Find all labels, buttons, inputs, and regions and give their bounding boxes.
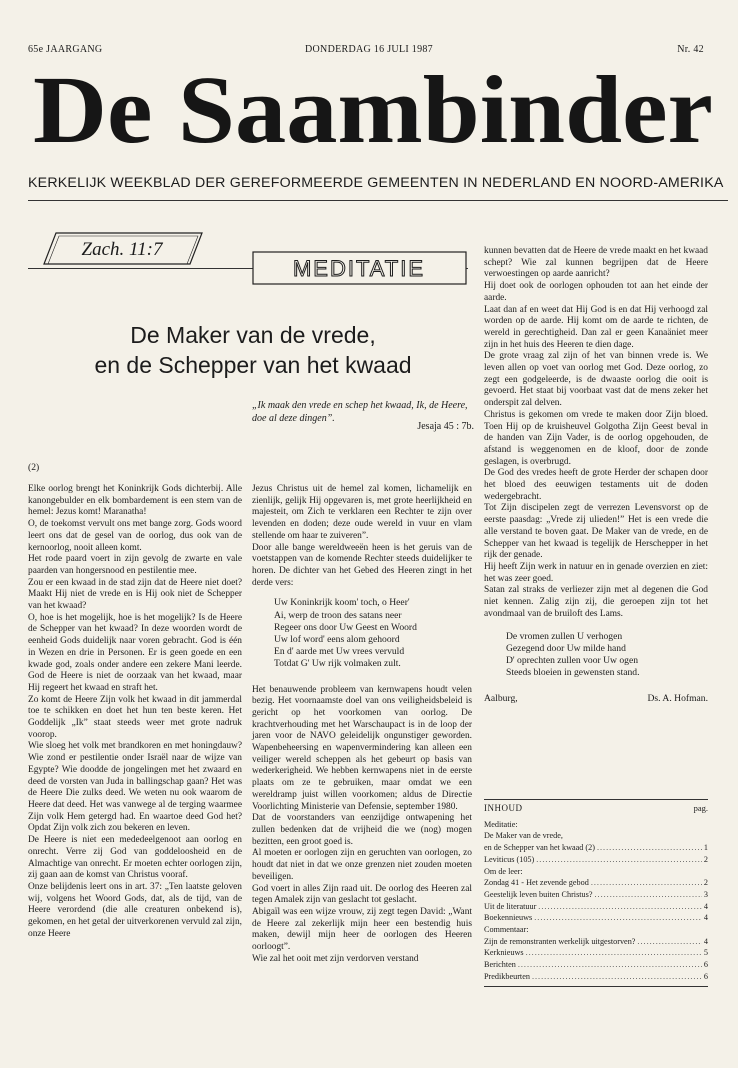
paragraph: Satan zal straks de verliezer zijn met al degenen die God niet kennen. Zalig zijn zij, die geroepen zijn tot het avondmaal van de bruiloft des Lams. bbox=[484, 585, 708, 619]
toc-entry bbox=[484, 912, 708, 924]
epigraph-quote: „Ik maak den vrede en schep het kwaad, Ik, de Heere, doe al deze dingen”. bbox=[252, 400, 468, 424]
verse-line: Gezegend door Uw milde hand bbox=[506, 642, 626, 654]
psalm-verse bbox=[506, 631, 708, 680]
paragraph: Hij heeft Zijn werk in natuur en in genade overzien en ziet: het was zeer goed. bbox=[484, 561, 708, 584]
author-name: Ds. A. Hofman. bbox=[647, 693, 708, 705]
paragraph: Onze belijdenis leert ons in art. 37: „Ten laatste geloven wij, volgens het Woord Gods, dat, als de tijd, van de Heere verordend (die alle creaturen onbekend is), gekomen, en het getal der uitverkorenen vervuld zal zijn, onze Heere bbox=[28, 881, 242, 939]
article-title bbox=[28, 320, 478, 380]
meditation-label: MEDITATIE bbox=[292, 256, 426, 281]
issue-number: Nr. 42 bbox=[677, 44, 704, 55]
toc-entry bbox=[484, 830, 708, 842]
paragraph: De God des vredes heeft de grote Herder der schapen door het bloed des eeuwigen testaments uit de doden wedergebracht. bbox=[484, 468, 708, 502]
article-title-line-2: en de Schepper van het kwaad bbox=[94, 352, 412, 378]
paragraph: O, hoe is het mogelijk, hoe is het mogelijk? Is de Heere de Schepper van het kwaad? In deze woorden wordt de eenheid Gods duidelijk naar voren gebracht. God is één in Wezen en drie in Personen. Er is geen goede en een kwade god, zoals onder andere een zekere Mani leerde. God de Heere is niet de oorzaak van het kwaad, maar Hij regeert het kwaad en straft het. bbox=[28, 612, 242, 693]
paragraph: Door alle bange wereldweeën heen is het geruis van de voetstappen van de komende Rechter steeds duidelijker te horen. De dichter van het Gebed des Heeren zingt in het derde vers: bbox=[252, 542, 472, 588]
verse-line: Steeds bloeien in gewensten stand. bbox=[506, 667, 640, 679]
toc-entry bbox=[484, 901, 708, 913]
toc-heading: INHOUD bbox=[484, 803, 523, 813]
verse-line: En d' aarde met Uw vrees vervuld bbox=[274, 646, 405, 658]
paragraph: De Heere is niet een mededeelgenoot aan oorlog en onrecht. Verre zij God van goddeloosheid en de Almachtige van onrecht. Er moeten echter oorlogen zijn, zij gaan aan de komst van Christus vooraf. bbox=[28, 835, 242, 881]
toc-entry-page: 4 bbox=[703, 936, 708, 946]
verse-line: Uw lof word' eens alom gehoord bbox=[274, 633, 400, 645]
issue-date: DONDERDAG 16 JULI 1987 bbox=[305, 44, 433, 55]
masthead-subtitle: KERKELIJK WEEKBLAD DER GEREFORMEERDE GEMEENTEN IN NEDERLAND EN NOORD-AMERIKA bbox=[28, 175, 724, 191]
toc-entry bbox=[484, 842, 708, 854]
toc-entry-label: Predikbeurten bbox=[484, 971, 530, 981]
toc-page-label: pag. bbox=[693, 803, 708, 813]
article-title-line-1: De Maker van de vrede, bbox=[130, 322, 376, 348]
paragraph: Zo komt de Heere Zijn volk het kwaad in dit jammerdal toe te schikken en doet het hun ten beste keren. Het Goddelijk „Ik” staat steeds weer met grote nadruk voorop. bbox=[28, 694, 242, 740]
toc-entry-label: Uit de literatuur bbox=[484, 901, 537, 911]
paragraph: Christus is gekomen om vrede te maken door Zijn bloed. Toen Hij op de kruisheuvel Golgotha Zijn Geest beval in de handen van Zijn Vader, is de oorlog opgehouden, de afstand is weggenomen en de kloof, door de zonde geslagen, is overbrugd. bbox=[484, 409, 708, 467]
paragraph: Jezus Christus uit de hemel zal komen, lichamelijk en zienlijk, gelijk Hij opgevaren is, met grote heerlijkheid en majesteit, om Zich te verklaren een Rechter te zijn over levenden en doden; deze oude wereld in vuur en vlam stellende om haar te zuiveren”. bbox=[252, 484, 472, 541]
toc-entry bbox=[484, 959, 708, 971]
article-column-3 bbox=[484, 246, 708, 705]
place-name: Aalburg, bbox=[484, 693, 518, 705]
toc-entry-label: Zondag 41 - Het zevende gebod bbox=[484, 878, 589, 888]
paragraph: Al moeten er oorlogen zijn en geruchten van oorlogen, zo houdt dat niet in dat we onze grenzen niet zouden moeten beveiligen. bbox=[252, 848, 472, 882]
verse-line: Regeer ons door Uw Geest en Woord bbox=[274, 621, 417, 633]
volume-label: 65e JAARGANG bbox=[28, 44, 103, 55]
paragraph: Laat dan af en weet dat Hij God is en dat Hij verhoogd zal worden op de aarde. Hij komt om de aarde te richten, de wereld in gerechtigheid. Dan zal er geen Kanaäniet meer zijn in het huis des Heeren te dien dage. bbox=[484, 304, 708, 350]
part-number: (2) bbox=[28, 462, 40, 473]
meditation-label-box bbox=[252, 251, 467, 285]
toc-entry-page: 1 bbox=[703, 843, 708, 853]
toc-entry-label: en de Schepper van het kwaad (2) bbox=[484, 843, 595, 853]
masthead-title: De Saambinder bbox=[33, 60, 713, 160]
table-of-contents bbox=[484, 799, 708, 987]
toc-entry-label: Zijn de remonstranten werkelijk uitgestorven? bbox=[484, 936, 636, 946]
verse-line: D' oprechten zullen voor Uw ogen bbox=[506, 654, 639, 666]
toc-entry bbox=[484, 936, 708, 948]
paragraph: Hij doet ook de oorlogen ophouden tot aan het einde der aarde. bbox=[484, 281, 708, 303]
toc-header bbox=[484, 799, 708, 815]
paragraph: Wie sloeg het volk met brandkoren en met honingdauw? Wie zond er pestilentie onder Israël naar de wijze van Egypte? Wie doodde de jongelingen met het zwaard en deed de vorsten van Juda in ballingschap gaan? Het was de Heere Die zulks deed. We weten nu ook waarom de Heere dat deed. Het was vanwege al de terging waarmee Zijn volk Hem getergd had. En waartoe deed God het? Opdat Zijn volk zich zou bekeren en leven. bbox=[28, 741, 242, 834]
toc-entry bbox=[484, 971, 708, 983]
toc-entry-label: Meditatie: bbox=[484, 819, 518, 829]
verse-line: Totdat G' Uw rijk volmaken zult. bbox=[274, 658, 401, 670]
paragraph: Zou er een kwaad in de stad zijn dat de Heere niet doet? Maakt Hij niet de vrede en is Hij ook niet de Schepper van het kwaad? bbox=[28, 577, 242, 612]
toc-entry bbox=[484, 819, 708, 831]
paragraph: Wie zal het ooit met zijn verdorven verstand bbox=[252, 953, 419, 964]
toc-entry-label: Kerknieuws bbox=[484, 948, 524, 958]
toc-entry bbox=[484, 947, 708, 959]
scripture-reference: Zach. 11:7 bbox=[81, 239, 163, 260]
paragraph: Dat de voorstanders van eenzijdige ontwapening het zullen bedenken dat de vrijheid die we (nog) mogen bezitten, een groot goed is. bbox=[252, 813, 472, 847]
toc-entry-label: Commentaar: bbox=[484, 925, 529, 935]
paragraph: De grote vraag zal zijn of het van binnen vrede is. We leven allen op voet van oorlog met God. Deze oorlog, zo zegt een godgeleerde, is de dwaaste oorlog die ooit is gevoerd. Het staat bij voorbaat vast dat de mens zeker het onderspit zal delven. bbox=[484, 351, 708, 409]
masthead-logo bbox=[28, 60, 718, 160]
paragraph: Abigaïl was een wijze vrouw, zij zegt tegen David: „Want de Heere zal zekerlijk mijn heer een bestendig huis maken, dewijl mijn heer de oorlogen des Heeren oorloogt”. bbox=[252, 906, 472, 953]
toc-entry-page: 2 bbox=[703, 878, 708, 888]
toc-entry bbox=[484, 877, 708, 889]
toc-entry-label: Om de leer: bbox=[484, 866, 523, 876]
toc-entry-page: 6 bbox=[703, 960, 708, 970]
article-column-2 bbox=[252, 484, 472, 965]
toc-entry bbox=[484, 854, 708, 866]
scripture-reference-tab bbox=[42, 231, 204, 265]
toc-entry-page: 6 bbox=[703, 971, 708, 981]
toc-entry-page: 2 bbox=[703, 854, 708, 864]
paragraph: Het benauwende probleem van kernwapens houdt velen bezig. Het voornaamste doel van ons veiligheidsbeleid is gericht op het voorkomen van oorlog. De krachtverhouding met het Warschaupact is in de loop der jaren voor de NAVO geleidelijk ongunstiger geworden. Wapenbeheersing en wapenvermindering kan alleen een veiliger wereld scheppen als het gebeurt op basis van wederkerigheid. We hebben kernwapens niet in de eerste plaats om ze te gebruiken, maar omdat we een wereldramp juist willen voorkomen; aldus de Directie Voorlichting Ministerie van Defensie, september 1980. bbox=[252, 684, 472, 812]
toc-entry bbox=[484, 924, 708, 936]
toc-entry bbox=[484, 889, 708, 901]
paragraph: O, de toekomst vervult ons met bange zorg. Gods woord leert ons dat de gesel van de oorlog, dus ook van de kernoorlog, nooit alleen komt. bbox=[28, 519, 242, 553]
verse-line: Ai, werp de troon des satans neer bbox=[274, 609, 402, 621]
article-column-1 bbox=[28, 484, 242, 940]
toc-entry-label: Berichten bbox=[484, 960, 516, 970]
paragraph: Tot Zijn discipelen zegt de verrezen Levensvorst op de eerste paasdag: „Vrede zij ulieden!” Het is een vrede die alle verstand te boven gaat. De Maker van de vrede, en de Schepper van het kwaad is tegelijk de Herschepper in het rijk der genade. bbox=[484, 503, 708, 561]
hymn-verse bbox=[274, 597, 472, 670]
epigraph-reference: Jesaja 45 : 7b. bbox=[417, 421, 474, 432]
toc-entry-label: Leviticus (105) bbox=[484, 854, 535, 864]
verse-line: Uw Koninkrijk koom' toch, o Heer' bbox=[274, 597, 410, 609]
toc-entry-label: Geestelijk leven buiten Christus? bbox=[484, 889, 593, 899]
toc-bottom-rule bbox=[484, 986, 708, 987]
signature-line bbox=[484, 693, 708, 705]
header-rule bbox=[28, 200, 728, 201]
toc-entry-label: Boekennieuws bbox=[484, 913, 533, 923]
toc-entry-label: De Maker van de vrede, bbox=[484, 831, 563, 841]
paragraph: Elke oorlog brengt het Koninkrijk Gods dichterbij. Alle kanongebulder en elk bombardement is een stem van de hemel: Jezus komt! Maranatha! bbox=[28, 484, 242, 518]
toc-entry-page: 4 bbox=[703, 901, 708, 911]
toc-entry-page: 5 bbox=[703, 948, 708, 958]
toc-entry-page: 4 bbox=[703, 913, 708, 923]
toc-entry bbox=[484, 866, 708, 878]
paragraph: Het rode paard voert in zijn gevolg de zwarte en vale paarden van hongersnood en pestilentie mee. bbox=[28, 554, 242, 576]
toc-entry-page: 3 bbox=[703, 889, 708, 899]
paragraph: God voert in alles Zijn raad uit. De oorlog des Heeren zal tegen Amalek zijn van geslacht tot geslacht. bbox=[252, 883, 472, 906]
verse-line: De vromen zullen U verhogen bbox=[506, 630, 623, 642]
paragraph: kunnen bevatten dat de Heere de vrede maakt en het kwaad schept? Wie zal kunnen begrijpen dat de Heere verwoestingen op aarde aanricht? bbox=[484, 246, 708, 280]
